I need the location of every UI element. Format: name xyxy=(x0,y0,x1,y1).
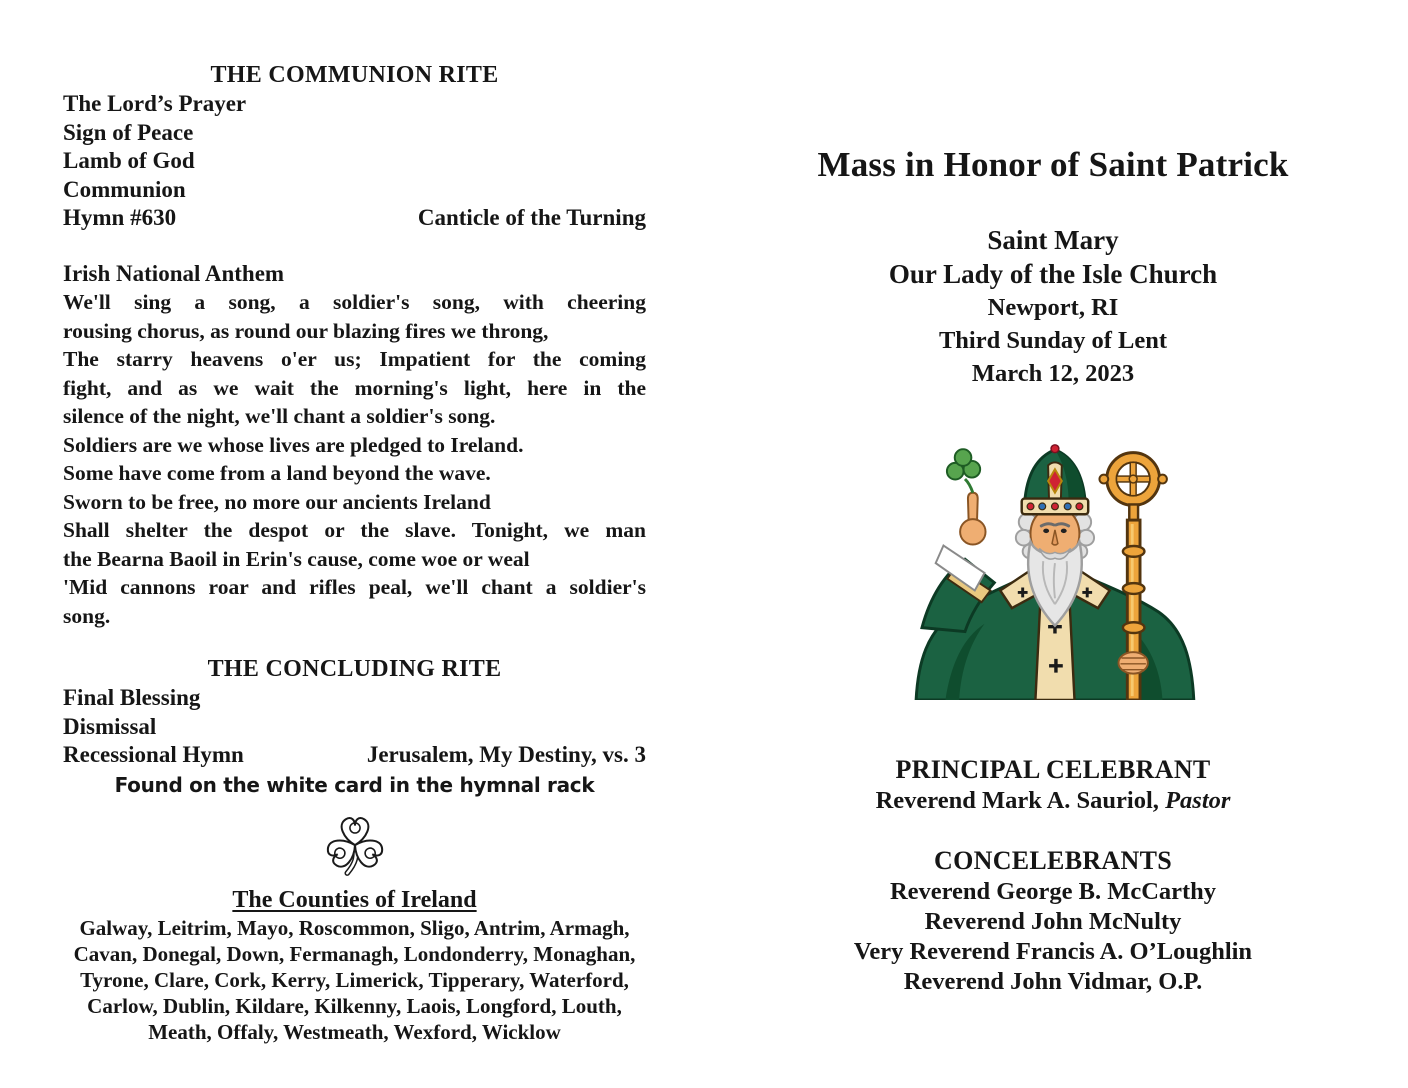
concelebrant-name: Very Reverend Francis A. O’Loughlin xyxy=(853,938,1253,965)
anthem-line: Shall shelter the despot or the slave. Tonight, we man xyxy=(63,518,646,542)
anthem-line: Some have come from a land beyond the wave. xyxy=(63,461,491,485)
liturgical-day: Third Sunday of Lent xyxy=(938,327,1168,354)
page-title: Mass in Honor of Saint Patrick xyxy=(817,145,1289,184)
anthem-line: Sworn to be free, no more our ancients Ireland xyxy=(63,489,491,514)
anthem-line: We'll sing a song, a soldier's song, with cheering xyxy=(63,290,646,314)
left-column xyxy=(63,60,646,1045)
concelebrant-name: Reverend John Vidmar, O.P. xyxy=(903,968,1203,995)
anthem-line: Soldiers are we whose lives are pledged to Ireland. xyxy=(63,432,524,457)
recessional-hymn-row xyxy=(63,741,646,770)
hymnal-rack-note: Found on the white card in the hymnal rack xyxy=(114,772,595,797)
anthem-line: 'Mid cannons roar and rifles peal, we'll chant a soldier's xyxy=(63,575,646,599)
concelebrant-name: Reverend John McNulty xyxy=(924,908,1182,935)
recessional-label: Recessional Hymn xyxy=(63,742,244,767)
hymn-title: Canticle of the Turning xyxy=(417,205,646,230)
county-line: Carlow, Dublin, Kildare, Kilkenny, Laois, Longford, Louth, xyxy=(87,993,622,1018)
concluding-rite-heading: THE CONCLUDING RITE xyxy=(207,656,502,682)
church-name: Saint Mary xyxy=(987,225,1119,255)
county-line: Meath, Offaly, Westmeath, Wexford, Wicklow xyxy=(148,1019,561,1044)
anthem-line: rousing chorus, as round our blazing fires we throng, xyxy=(63,318,549,343)
principal-celebrant-section xyxy=(760,754,1346,816)
anthem-line: The starry heavens o'er us; Impatient for the coming xyxy=(63,347,646,371)
celebrant-name-text: Reverend Mark A. Sauriol, xyxy=(875,787,1159,814)
communion-item: The Lord’s Prayer xyxy=(63,91,247,116)
anthem-line: silence of the night, we'll chant a soldier's song. xyxy=(63,404,496,428)
right-column xyxy=(760,145,1346,997)
mass-date: March 12, 2023 xyxy=(971,360,1135,387)
communion-item: Lamb of God xyxy=(63,148,195,173)
concelebrants-section xyxy=(760,845,1346,997)
church-name-2: Our Lady of the Isle Church xyxy=(888,259,1218,289)
anthem-line: fight, and as we wait the morning's light, here in the xyxy=(63,375,646,400)
communion-item: Sign of Peace xyxy=(63,119,194,145)
communion-rite-heading: THE COMMUNION RITE xyxy=(210,62,499,88)
irish-national-anthem xyxy=(63,260,646,631)
concluding-item: Dismissal xyxy=(63,713,157,739)
principal-celebrant-name xyxy=(760,786,1346,816)
concluding-item: Final Blessing xyxy=(63,685,201,710)
anthem-line: the Bearna Baoil in Erin's cause, come woe or weal xyxy=(63,546,530,571)
counties-heading: The Counties of Ireland xyxy=(232,886,477,913)
county-line: Tyrone, Clare, Cork, Kerry, Limerick, Tipperary, Waterford, xyxy=(80,967,629,992)
church-location: Newport, RI xyxy=(987,294,1119,321)
county-line: Galway, Leitrim, Mayo, Roscommon, Sligo, Antrim, Armagh, xyxy=(79,915,630,940)
anthem-heading: Irish National Anthem xyxy=(63,260,285,286)
concelebrant-name: Reverend George B. McCarthy xyxy=(889,878,1217,905)
celebrant-role: Pastor xyxy=(1165,787,1231,814)
county-line: Cavan, Donegal, Down, Fermanagh, Londonderry, Monaghan, xyxy=(73,941,636,966)
church-info xyxy=(760,223,1346,390)
saint-patrick-illustration xyxy=(760,436,1346,700)
recessional-title: Jerusalem, My Destiny, vs. 3 xyxy=(366,742,646,767)
hymn-number: Hymn #630 xyxy=(63,205,177,230)
communion-item: Communion xyxy=(63,176,186,202)
concluding-rite-section xyxy=(63,654,646,799)
principal-celebrant-heading: PRINCIPAL CELEBRANT xyxy=(895,755,1211,784)
celtic-shamrock-icon xyxy=(63,801,646,883)
anthem-line: song. xyxy=(63,603,111,628)
communion-hymn-row xyxy=(63,204,646,233)
concelebrants-heading: CONCELEBRANTS xyxy=(934,846,1172,875)
